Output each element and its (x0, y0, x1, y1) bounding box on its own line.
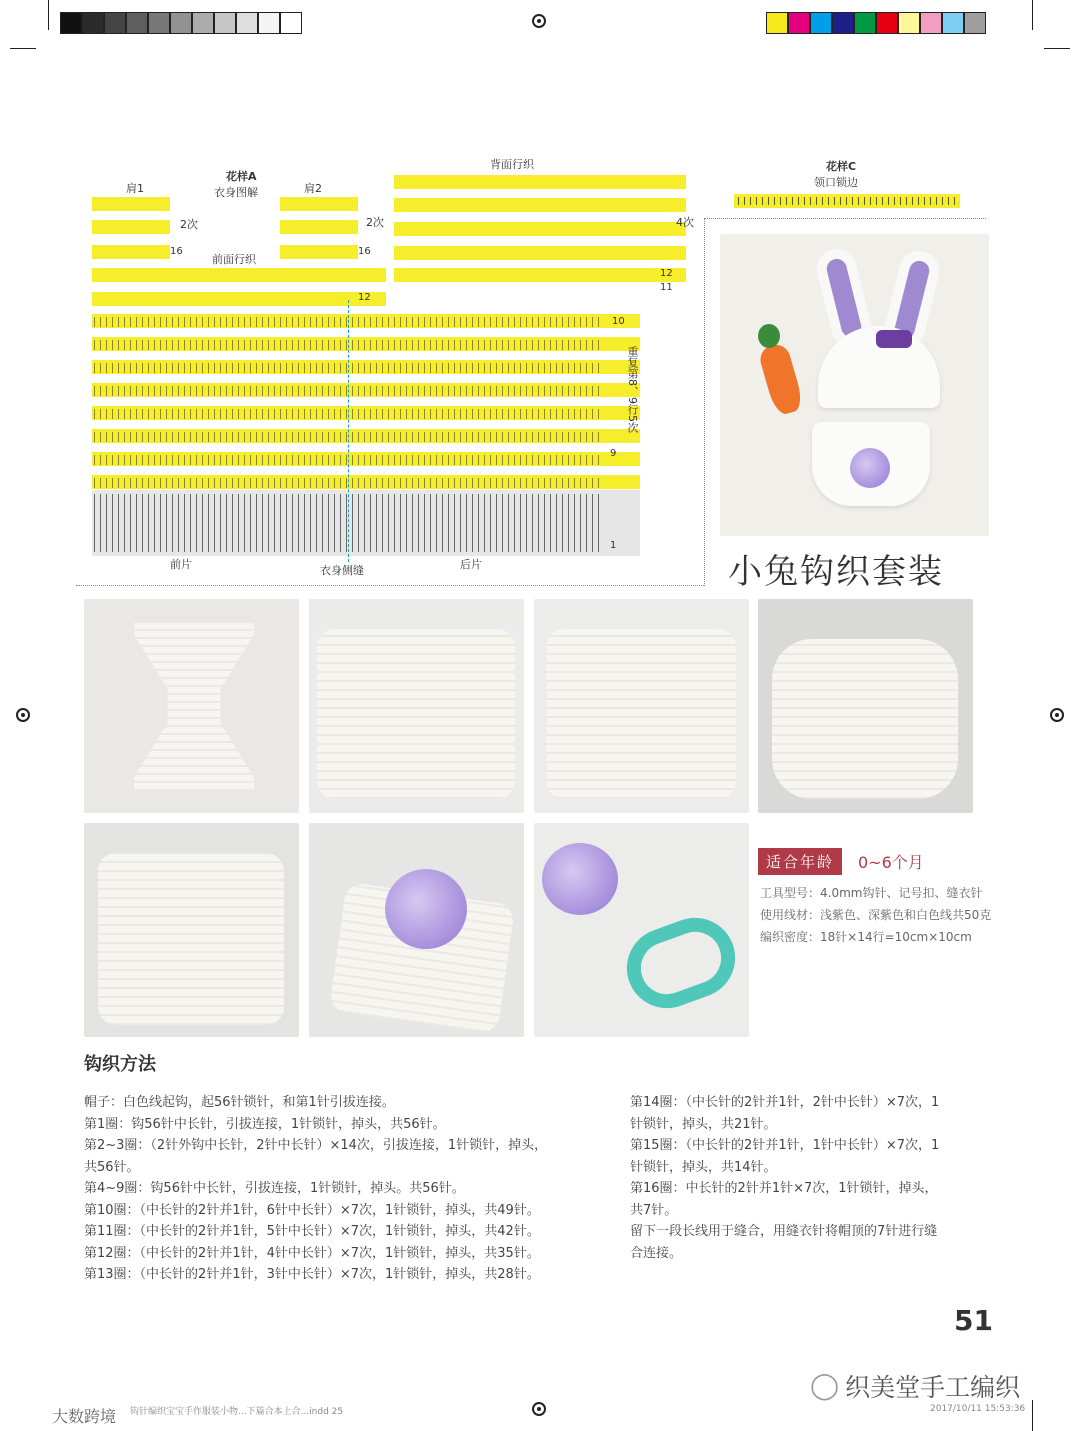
row-number: 12 (660, 268, 673, 279)
method-title: 钩织方法 (84, 1054, 156, 1075)
chart-row (394, 268, 686, 282)
method-line: 第4~9圈：钩56针中长针，引拔连接，1针锁针，掉头。共56针。 (84, 1181, 465, 1196)
greyscale-bar (60, 12, 302, 34)
color-swatch (832, 12, 854, 34)
method-line: 第16圈：中长针的2针并1针×7次，1针锁针，掉头， (630, 1181, 938, 1196)
row-number: 9 (610, 448, 617, 459)
chart-row (394, 175, 686, 189)
chart-row-stitches (94, 317, 604, 327)
greyscale-swatch (60, 12, 82, 34)
shoulder2-label: 肩2 (304, 182, 322, 195)
chart-c-stitches (738, 197, 956, 205)
side-seam-label: 衣身侧缝 (320, 564, 364, 577)
method-line: 第12圈：（中长针的2针并1针，4针中长针）×7次，1针锁针，掉头，共35针。 (84, 1245, 540, 1261)
chart-row (280, 245, 358, 259)
diaper (772, 639, 958, 799)
greyscale-swatch (148, 12, 170, 34)
back-rows-label: 背面行织 (490, 158, 534, 171)
chart-row-stitches (94, 432, 604, 442)
greyscale-swatch (104, 12, 126, 34)
chart-row (394, 246, 686, 260)
color-swatch (942, 12, 964, 34)
color-swatch (920, 12, 942, 34)
greyscale-swatch (126, 12, 148, 34)
method-line: 第13圈：（中长针的2针并1针，3针中长针）×7次，1针锁针，掉头，共28针。 (84, 1267, 540, 1282)
method-line: 帽子：白色线起钩，起56针锁针，和第1针引拔连接。 (84, 1095, 395, 1110)
color-bar (766, 12, 986, 34)
wechat-icon: ◯ (810, 1371, 840, 1401)
chart-row-stitches (94, 455, 604, 465)
registration-mark-left (16, 708, 30, 722)
diaper (317, 629, 515, 799)
method-line: 第2~3圈：（2针外钩中长针，2针中长针）×14次，引拔连接，1针锁针，掉头， (84, 1138, 548, 1153)
crop-mark (1044, 48, 1070, 49)
gauge-info: 编织密度：18针×14行=10cm×10cm (760, 930, 972, 944)
method-line: 合连接。 (630, 1245, 683, 1261)
bow (876, 330, 912, 348)
row-number: 1 (610, 540, 617, 551)
tools-info: 工具型号：4.0mm钩针、记号扣、缝衣针 (760, 886, 983, 900)
greyscale-swatch (280, 12, 302, 34)
chart-row-stitches (94, 340, 604, 350)
chart-c-subtitle: 领口锁边 (814, 176, 858, 189)
chart-row-stitches (94, 386, 604, 396)
color-swatch (788, 12, 810, 34)
step-photo-2 (309, 599, 524, 813)
chart-row-stitches (94, 409, 604, 419)
chart-row (92, 292, 386, 306)
step-photo-3 (534, 599, 749, 813)
row-number: 12 (358, 292, 371, 303)
chart-row (92, 197, 170, 211)
carrot (757, 341, 805, 417)
chart-row (92, 268, 386, 282)
step-photo-6 (309, 823, 524, 1037)
chart-row (92, 245, 170, 259)
age-range: 0~6个月 (858, 853, 924, 872)
product-title: 小兔钩织套装 (728, 552, 944, 592)
chart-row-stitches (94, 478, 604, 488)
chart-row (280, 197, 358, 211)
flat-piece (134, 621, 254, 791)
greyscale-swatch (258, 12, 280, 34)
pom-pom (542, 843, 618, 915)
chart-row (394, 198, 686, 212)
pom-pom-maker (616, 907, 747, 1020)
repeat-4-label: 4次 (676, 216, 694, 229)
chart-a-title: 花样A (226, 170, 257, 183)
crop-mark (1032, 1400, 1033, 1431)
row-number: 16 (170, 246, 183, 257)
color-swatch (876, 12, 898, 34)
repeat-note: 重复第8、9行5次 (626, 346, 639, 433)
diaper (98, 853, 284, 1025)
step-photo-5 (84, 823, 299, 1037)
method-line: 留下一段长线用于缝合，用缝衣针将帽顶的7针进行缝 (630, 1224, 938, 1239)
footer-logo: 大数跨境 (52, 1407, 117, 1426)
age-tag: 适合年龄 (758, 848, 842, 875)
hero-photo (720, 234, 989, 536)
method-line: 共7针。 (630, 1202, 678, 1218)
method-line: 第11圈：（中长针的2针并1针，5针中长针）×7次，1针锁针，掉头，共42针。 (84, 1224, 540, 1239)
chart-frame (704, 218, 705, 586)
side-seam-line (348, 300, 349, 562)
watermark-text: 织美堂手工编织 (845, 1373, 1021, 1402)
pom-pom (850, 448, 890, 488)
chart-a-subtitle: 衣身图解 (214, 186, 258, 199)
method-left-column (84, 1092, 547, 1286)
method-line: 针锁针，掉头，共14针。 (630, 1159, 777, 1175)
row-number: 11 (660, 282, 673, 293)
chart-row (394, 222, 686, 236)
greyscale-swatch (236, 12, 258, 34)
crop-mark (1032, 0, 1033, 30)
row-number: 10 (612, 316, 625, 327)
repeat-2-label: 2次 (366, 216, 384, 229)
color-swatch (766, 12, 788, 34)
crop-mark (48, 0, 49, 30)
footer-date: 2017/10/11 15:53:36 (930, 1404, 1026, 1414)
method-right-column (630, 1092, 939, 1264)
greyscale-swatch (82, 12, 104, 34)
greyscale-swatch (170, 12, 192, 34)
chart-row (92, 220, 170, 234)
method-line: 共56针。 (84, 1159, 140, 1175)
back-label: 后片 (460, 558, 482, 571)
color-swatch (964, 12, 986, 34)
method-line: 第10圈：（中长针的2针并1针，6针中长针）×7次，1针锁针，掉头，共49针。 (84, 1202, 540, 1218)
diaper (546, 629, 736, 799)
row-number: 16 (358, 246, 371, 257)
color-swatch (898, 12, 920, 34)
method-line: 针锁针，掉头，共21针。 (630, 1116, 777, 1132)
repeat-2-label: 2次 (180, 218, 198, 231)
chart-c-title: 花样C (826, 160, 857, 173)
registration-mark-top (532, 14, 546, 28)
step-photo-4 (758, 599, 973, 813)
front-label: 前片 (170, 558, 192, 571)
greyscale-swatch (214, 12, 236, 34)
color-swatch (854, 12, 876, 34)
step-photo-7 (534, 823, 749, 1037)
greyscale-swatch (192, 12, 214, 34)
pom-pom (385, 869, 467, 949)
watermark (810, 1368, 1020, 1404)
method-line: 第15圈：（中长针的2针并1针，1针中长针）×7次，1 (630, 1138, 940, 1153)
front-rows-label: 前面行织 (212, 253, 256, 266)
color-swatch (810, 12, 832, 34)
crop-mark (10, 48, 36, 49)
page-number: 51 (954, 1304, 993, 1337)
chart-row (280, 220, 358, 234)
registration-mark-bottom (532, 1402, 546, 1416)
yarn-info: 使用线材：浅紫色、深紫色和白色线共50克 (760, 908, 992, 922)
chart-frame (76, 585, 704, 586)
chart-base-stitches (94, 494, 604, 552)
step-photo-1 (84, 599, 299, 813)
method-line: 第14圈：（中长针的2针并1针，2针中长针）×7次，1 (630, 1095, 940, 1110)
shoulder1-label: 肩1 (126, 182, 144, 195)
chart-frame (704, 218, 986, 219)
registration-mark-right (1050, 708, 1064, 722)
carrot-leaves (758, 324, 780, 348)
footer-file: 钩针编织宝宝手作服装小物...下篇合本上合...indd 25 (130, 1407, 344, 1417)
method-line: 第1圈：钩56针中长针，引拔连接，1针锁针，掉头，共56针。 (84, 1116, 446, 1132)
chart-row-stitches (94, 363, 604, 373)
